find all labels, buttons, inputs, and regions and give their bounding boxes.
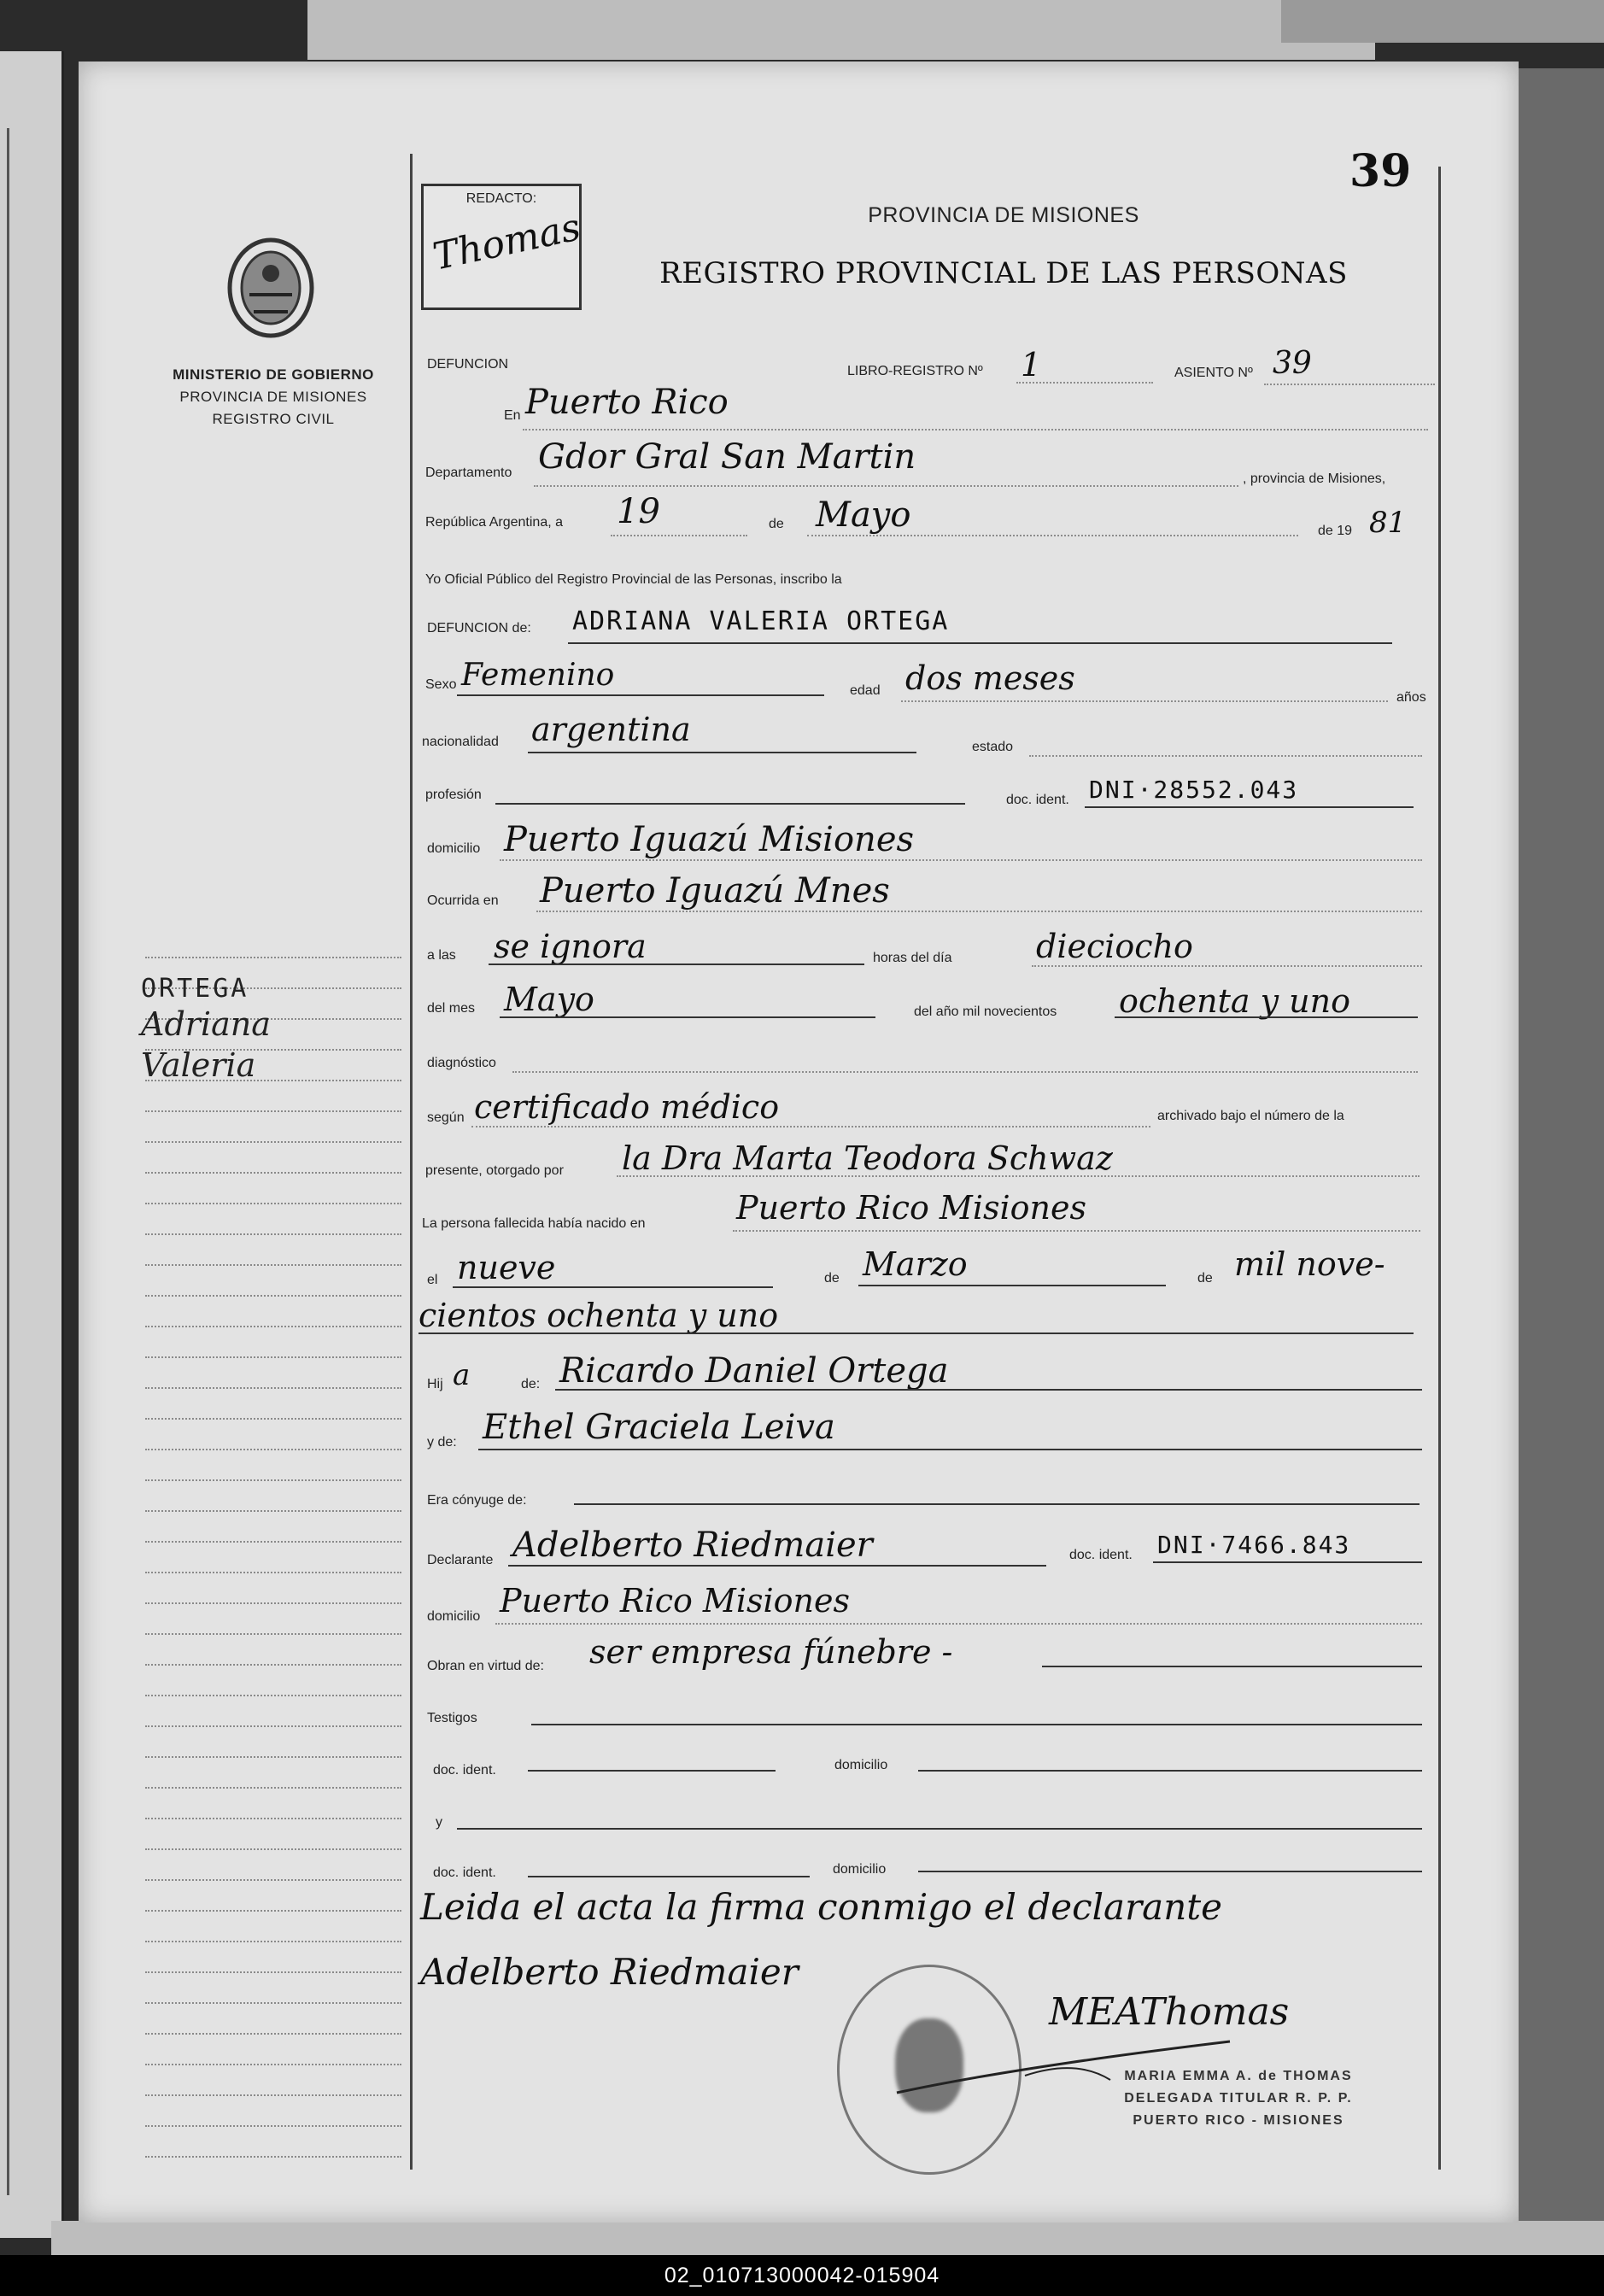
registry-heading: REGISTRO PROVINCIAL DE LAS PERSONAS: [659, 256, 1348, 290]
margin-rule: [145, 1326, 401, 1327]
y-line: [457, 1828, 1422, 1830]
margin-rule: [145, 1602, 401, 1604]
yde-line: [478, 1449, 1422, 1450]
margin-rule: [145, 2064, 401, 2065]
book-cover-edge: [1519, 68, 1604, 2246]
coat-of-arms-icon: [224, 235, 318, 342]
de2-label: de: [824, 1271, 840, 1286]
margin-rule: [145, 1172, 401, 1174]
margin-rule: [145, 1449, 401, 1450]
departamento-value: Gdor Gral San Martin: [538, 437, 916, 477]
dia-line: [611, 535, 747, 536]
sexo-label: Sexo: [425, 677, 457, 692]
domicilio2-line: [495, 1623, 1422, 1625]
left-page-edge: [0, 51, 64, 2238]
ministry-line-3: REGISTRO CIVIL: [212, 411, 335, 427]
el-label: el: [427, 1273, 438, 1287]
doc-ident-label: doc. ident.: [1006, 793, 1069, 807]
presente-value: la Dra Marta Teodora Schwaz: [622, 1139, 1113, 1177]
margin-rule: [145, 1387, 401, 1389]
margin-rule: [145, 1787, 401, 1789]
doc-ident4-line: [528, 1876, 810, 1877]
segun-line: [471, 1126, 1150, 1128]
margin-rule: [145, 1141, 401, 1143]
libro-value: 1: [1021, 346, 1042, 384]
domicilio-value: Puerto Iguazú Misiones: [504, 820, 915, 859]
margin-rule: [145, 1756, 401, 1758]
form-left-border: [410, 154, 413, 2170]
margin-ruled-lines: [145, 957, 401, 2187]
margin-rule: [145, 2002, 401, 2004]
ocurrida-line: [536, 911, 1422, 912]
alas-label: a las: [427, 948, 456, 963]
margin-note: [141, 974, 271, 1086]
en-line: [523, 429, 1428, 430]
margin-rule: [145, 1941, 401, 1942]
margin-surname: ORTEGA: [141, 974, 249, 1004]
delanio-value: ochenta y uno: [1119, 982, 1350, 1020]
diagnostico-line: [512, 1071, 1418, 1073]
diagnostico-label: diagnóstico: [427, 1056, 496, 1070]
y-label: y: [436, 1815, 442, 1830]
dia-value: 19: [617, 492, 660, 531]
domicilio-label: domicilio: [427, 841, 481, 856]
estado-label: estado: [972, 740, 1014, 754]
margin-rule: [145, 1418, 401, 1420]
margin-rule: [145, 2125, 401, 2127]
official-place: PUERTO RICO - MISIONES: [1133, 2113, 1344, 2128]
redacto-box: [421, 184, 585, 310]
presente-label: presente, otorgado por: [425, 1163, 564, 1178]
delanio-line: [1115, 1016, 1418, 1018]
margin-rule: [145, 957, 401, 958]
presente-line: [617, 1175, 1420, 1177]
closing-line-1: Leida el acta la firma conmigo el declarante: [420, 1886, 1222, 1928]
nacionalidad-value: argentina: [531, 711, 691, 748]
margin-rule: [145, 1264, 401, 1266]
redacto-signature: Thomas: [429, 205, 585, 279]
profesion-label: profesión: [425, 788, 482, 802]
alas-line: [489, 964, 864, 965]
nacido-line: [733, 1230, 1420, 1232]
obran-value: ser empresa fúnebre -: [589, 1633, 953, 1671]
margin-rule: [145, 1879, 401, 1881]
hij-label: Hij: [427, 1377, 443, 1391]
margin-rule: [145, 1541, 401, 1543]
departamento-label: Departamento: [425, 466, 512, 480]
doc-ident-line: [1085, 806, 1414, 808]
asiento-value: 39: [1273, 346, 1312, 381]
doc-ident3-line: [528, 1770, 776, 1772]
margin-rule: [145, 2156, 401, 2158]
anos-label: años: [1396, 690, 1426, 705]
margin-rule: [145, 1510, 401, 1512]
hij-value: Ricardo Daniel Ortega: [559, 1351, 949, 1391]
image-caption: 02_010713000042-015904: [0, 2255, 1604, 2296]
anio-value: 81: [1369, 506, 1407, 540]
el-line: [453, 1286, 773, 1288]
domicilio4-line: [918, 1871, 1422, 1872]
doc-ident-value: DNI·28552.043: [1089, 776, 1299, 804]
book-top-edge-right: [1281, 0, 1604, 43]
defuncion-de-label: DEFUNCION de:: [427, 621, 531, 636]
de2-value: Marzo: [863, 1245, 968, 1283]
anio-label: de 19: [1318, 524, 1353, 538]
sexo-value: Femenino: [461, 658, 615, 693]
ocurrida-label: Ocurrida en: [427, 893, 499, 908]
nacido-value: Puerto Rico Misiones: [736, 1189, 1086, 1227]
yde-label: y de:: [427, 1435, 457, 1450]
horas-value: dieciocho: [1036, 928, 1193, 965]
form-right-border: [1438, 167, 1441, 2170]
delmes-value: Mayo: [504, 981, 594, 1018]
asiento-line: [1264, 384, 1435, 385]
mes-value: Mayo: [816, 495, 911, 535]
margin-given-2: Valeria: [141, 1046, 256, 1084]
edad-label: edad: [850, 683, 881, 698]
continuation-line: [419, 1332, 1414, 1334]
domicilio3-line: [918, 1770, 1422, 1772]
official-name: MARIA EMMA A. de THOMAS: [1124, 2069, 1353, 2083]
declarante-value: Adelberto Riedmaier: [512, 1526, 873, 1565]
ocurrida-value: Puerto Iguazú Mnes: [540, 871, 890, 911]
doc-ident2-line: [1153, 1561, 1422, 1563]
conyuge-label: Era cónyuge de:: [427, 1493, 527, 1508]
hij-suffix: a: [453, 1358, 471, 1392]
mes-line: [807, 535, 1298, 536]
declarante-label: Declarante: [427, 1553, 494, 1567]
oficial-text: Yo Oficial Público del Registro Provincial de las Personas, inscribo la: [425, 572, 842, 587]
estado-line: [1029, 755, 1422, 757]
departamento-line: [534, 485, 1238, 487]
domicilio3-label: domicilio: [834, 1758, 888, 1772]
delanio-label: del año mil novecientos: [914, 1004, 1057, 1019]
closing-line-2: Adelberto Riedmaier: [420, 1951, 799, 1993]
domicilio2-value: Puerto Rico Misiones: [500, 1582, 850, 1620]
margin-given-1: Adriana: [141, 1005, 271, 1043]
de-label: de: [769, 517, 784, 531]
de3-label: de: [1197, 1271, 1213, 1286]
margin-rule: [145, 2094, 401, 2096]
republica-label: República Argentina, a: [425, 515, 563, 530]
libro-line: [1016, 382, 1153, 384]
doc-ident2-label: doc. ident.: [1069, 1548, 1133, 1562]
margin-rule: [145, 1110, 401, 1112]
doc-ident3-label: doc. ident.: [433, 1763, 496, 1778]
testigos-line: [531, 1724, 1422, 1725]
edad-line: [901, 700, 1388, 702]
continuation-value: cientos ochenta y uno: [419, 1297, 779, 1334]
sexo-line: [457, 694, 824, 696]
profesion-line: [495, 803, 965, 805]
margin-rule: [145, 1203, 401, 1204]
alas-value: se ignora: [494, 928, 647, 965]
official-role: DELEGADA TITULAR R. P. P.: [1124, 2091, 1353, 2106]
margin-rule: [145, 2033, 401, 2035]
ministry-line-2: PROVINCIA DE MISIONES: [179, 389, 367, 405]
obran-label: Obran en virtud de:: [427, 1659, 544, 1673]
obran-line: [1042, 1666, 1422, 1667]
book-bottom-edge: [51, 2221, 1604, 2255]
defuncion-de-value: ADRIANA VALERIA ORTEGA: [572, 606, 950, 636]
segun-label: según: [427, 1110, 465, 1125]
margin-rule: [145, 1633, 401, 1635]
doc-ident2-value: DNI·7466.843: [1157, 1531, 1351, 1559]
margin-rule: [145, 1971, 401, 1973]
declarante-line: [508, 1565, 1046, 1567]
defuncion-de-line: [568, 642, 1392, 644]
delmes-line: [500, 1016, 875, 1018]
archivado-label: archivado bajo el número de la: [1157, 1109, 1344, 1123]
hij-line: [555, 1389, 1422, 1391]
margin-rule: [145, 1233, 401, 1235]
province-heading: PROVINCIA DE MISIONES: [868, 203, 1139, 227]
margin-rule: [145, 1848, 401, 1850]
horas-label: horas del día: [873, 951, 952, 965]
page-number: 39: [1349, 145, 1412, 197]
domicilio2-label: domicilio: [427, 1609, 481, 1624]
de2-line: [858, 1285, 1166, 1286]
provincia-label: , provincia de Misiones,: [1243, 472, 1386, 486]
margin-rule: [145, 1295, 401, 1297]
delmes-label: del mes: [427, 1001, 476, 1016]
defuncion-label: DEFUNCION: [427, 357, 509, 372]
conyuge-line: [574, 1503, 1420, 1505]
horas-line: [1032, 965, 1422, 967]
edad-value: dos meses: [905, 659, 1075, 697]
margin-rule: [145, 1818, 401, 1819]
en-label: En: [504, 408, 521, 423]
nacionalidad-line: [528, 752, 916, 753]
domicilio4-label: domicilio: [833, 1862, 887, 1877]
official-signature: MEAThomas: [1049, 1990, 1290, 2034]
hij-de-label: de:: [521, 1377, 541, 1391]
yde-value: Ethel Graciela Leiva: [483, 1408, 835, 1447]
nacido-label: La persona fallecida había nacido en: [422, 1216, 646, 1231]
en-value: Puerto Rico: [525, 383, 729, 422]
de3-value: mil nove-: [1234, 1245, 1385, 1283]
margin-rule: [145, 1910, 401, 1912]
domicilio-line: [500, 859, 1422, 861]
segun-value: certificado médico: [474, 1088, 780, 1126]
nacionalidad-label: nacionalidad: [422, 735, 499, 749]
margin-rule: [145, 1572, 401, 1573]
margin-rule: [145, 1725, 401, 1727]
testigos-label: Testigos: [427, 1711, 477, 1725]
margin-rule: [145, 1664, 401, 1666]
ministry-block: [145, 364, 401, 430]
doc-ident4-label: doc. ident.: [433, 1866, 496, 1880]
margin-rule: [145, 1479, 401, 1481]
ministry-line-1: MINISTERIO DE GOBIERNO: [173, 366, 374, 383]
margin-rule: [145, 1695, 401, 1696]
book-top-edge: [307, 0, 1375, 60]
asiento-label: ASIENTO Nº: [1174, 366, 1253, 380]
el-value: nueve: [457, 1249, 556, 1286]
redacto-label: REDACTO:: [465, 191, 537, 206]
libro-label: LIBRO-REGISTRO Nº: [847, 364, 983, 378]
official-stamp-text: [1059, 2065, 1418, 2132]
margin-rule: [145, 1356, 401, 1358]
